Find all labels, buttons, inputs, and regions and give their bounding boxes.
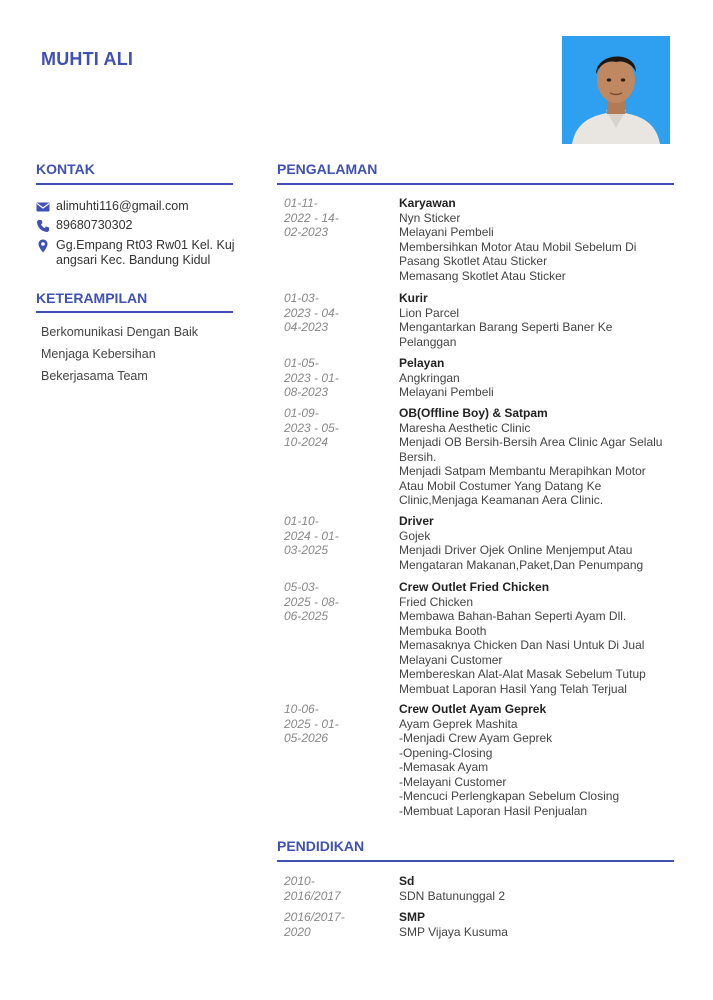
experience-details: [399, 196, 689, 283]
experience-line: Melayani Pembeli: [399, 225, 494, 239]
education-date: [284, 910, 364, 939]
date-line: 01-03-: [284, 291, 319, 305]
education-level: SMP: [399, 910, 426, 924]
experience-line: -Membuat Laporan Hasil Penjualan: [399, 803, 588, 818]
contact-address-text: [56, 238, 235, 268]
experience-line: Menjadi OB Bersih-Bersih Area Clinic Agar Selalu: [399, 435, 663, 449]
experience-line: Pasang Skotlet Atau Sticker: [399, 254, 548, 268]
date-line: 01-10-: [284, 514, 319, 528]
email-icon: [36, 200, 50, 214]
date-line: 2016/2017-: [284, 910, 345, 924]
experience-date: [284, 580, 364, 624]
date-line: 10-06-: [284, 702, 319, 716]
experience-line: Angkringan: [399, 370, 460, 385]
experience-line: Melayani Pembeli: [399, 385, 494, 399]
education-level: Sd: [399, 874, 415, 888]
experience-line: Lion Parcel: [399, 305, 460, 320]
experience-line: Fried Chicken: [399, 594, 474, 609]
profile-photo: [562, 36, 670, 144]
experience-date: [284, 406, 364, 450]
date-line: 2023 - 04-: [284, 305, 339, 320]
section-title-pendidikan: PENDIDIKAN: [277, 838, 365, 854]
experience-details: [399, 580, 689, 696]
experience-line: Maresha Aesthetic Clinic: [399, 420, 531, 435]
resume-name: MUHTI ALI: [41, 49, 134, 69]
experience-line: Memasaknya Chicken Dan Nasi Untuk Di Jual: [399, 638, 645, 652]
contact-phone-text: 89680730302: [56, 218, 133, 232]
experience-line: Menjadi Satpam Membantu Merapihkan Motor: [399, 464, 646, 478]
experience-line: Mengataran Makanan,Paket,Dan Penumpang: [399, 557, 644, 572]
experience-line: Membawa Bahan-Bahan Seperti Ayam Dll.: [399, 609, 627, 623]
skill-item: Menjaga Kebersihan: [41, 347, 156, 361]
contact-email[interactable]: [36, 199, 189, 214]
date-line: 2024 - 01-: [284, 528, 339, 543]
date-line: 2025 - 01-: [284, 716, 339, 731]
date-line: 2020: [284, 924, 311, 939]
experience-date: [284, 356, 364, 400]
experience-line: Membuka Booth: [399, 623, 487, 638]
education-date: [284, 874, 364, 903]
experience-details: [399, 356, 689, 400]
experience-line: Nyn Sticker: [399, 210, 461, 225]
date-line: 06-2025: [284, 609, 329, 623]
date-line: 2025 - 08-: [284, 594, 339, 609]
experience-line: -Menjadi Crew Ayam Geprek: [399, 731, 553, 745]
experience-details: [399, 406, 689, 508]
experience-date: [284, 702, 364, 746]
date-line: 01-09-: [284, 406, 319, 420]
contact-phone[interactable]: [36, 218, 132, 233]
section-divider: [277, 860, 674, 862]
section-divider: [277, 183, 674, 185]
experience-role: Crew Outlet Ayam Geprek: [399, 702, 547, 716]
skill-item: Bekerjasama Team: [41, 369, 148, 383]
date-line: 08-2023: [284, 385, 329, 399]
experience-line: Clinic,Menjaga Keamanan Aera Clinic.: [399, 493, 604, 507]
date-line: 2023 - 01-: [284, 370, 339, 385]
experience-line: Bersih.: [399, 449, 437, 464]
education-details: [399, 910, 689, 939]
experience-line: Membuat Laporan Hasil Yang Telah Terjual: [399, 681, 627, 696]
experience-line: Pelanggan: [399, 334, 457, 349]
experience-line: Membersihkan Motor Atau Mobil Sebelum Di: [399, 239, 637, 254]
date-line: 10-2024: [284, 435, 329, 449]
experience-details: [399, 702, 689, 818]
date-line: 02-2023: [284, 225, 329, 239]
section-divider: [36, 183, 233, 185]
section-title-pengalaman: PENGALAMAN: [277, 161, 378, 177]
section-title-kontak: KONTAK: [36, 161, 95, 177]
experience-line: Menjadi Driver Ojek Online Menjemput Atau: [399, 543, 633, 557]
experience-line: Ayam Geprek Mashita: [399, 716, 518, 731]
experience-line: -Opening-Closing: [399, 745, 493, 760]
experience-date: [284, 196, 364, 240]
date-line: 01-05-: [284, 356, 319, 370]
date-line: 2016/2017: [284, 888, 341, 903]
skill-item: Berkomunikasi Dengan Baik: [41, 325, 199, 339]
date-line: 03-2025: [284, 543, 329, 557]
experience-date: [284, 514, 364, 558]
experience-line: Mengantarkan Barang Seperti Baner Ke: [399, 320, 613, 334]
experience-line: Melayani Customer: [399, 652, 503, 667]
experience-details: [399, 514, 689, 572]
experience-line: Gojek: [399, 528, 431, 543]
section-title-keterampilan: KETERAMPILAN: [36, 290, 148, 306]
experience-line: -Mencuci Perlengkapan Sebelum Closing: [399, 789, 620, 803]
experience-line: -Memasak Ayam: [399, 760, 489, 774]
date-line: 04-2023: [284, 320, 329, 334]
experience-line: Atau Mobil Costumer Yang Datang Ke: [399, 478, 602, 493]
experience-role: OB(Offline Boy) & Satpam: [399, 406, 548, 420]
date-line: 05-2026: [284, 731, 329, 745]
experience-role: Crew Outlet Fried Chicken: [399, 580, 550, 594]
date-line: 2022 - 14-: [284, 210, 339, 225]
experience-details: [399, 291, 689, 349]
date-line: 2010-: [284, 874, 315, 888]
experience-line: Memasang Skotlet Atau Sticker: [399, 268, 566, 283]
education-school: SMP Vijaya Kusuma: [399, 924, 508, 939]
experience-line: -Melayani Customer: [399, 774, 507, 789]
experience-role: Kurir: [399, 291, 428, 305]
experience-line: Membereskan Alat-Alat Masak Sebelum Tutup: [399, 667, 646, 681]
phone-icon: [36, 219, 50, 233]
date-line: 01-11-: [284, 196, 318, 210]
experience-date: [284, 291, 364, 335]
date-line: 05-03-: [284, 580, 319, 594]
address-line: angsari Kec. Bandung Kidul: [56, 253, 211, 267]
section-divider: [36, 311, 233, 313]
education-details: [399, 874, 689, 903]
experience-role: Karyawan: [399, 196, 456, 210]
contact-email-text: alimuhti116@gmail.com: [56, 199, 189, 213]
experience-role: Driver: [399, 514, 434, 528]
date-line: 2023 - 05-: [284, 420, 339, 435]
location-pin-icon: [36, 239, 50, 253]
experience-role: Pelayan: [399, 356, 445, 370]
address-line: Gg.Empang Rt03 Rw01 Kel. Kuj: [56, 238, 235, 252]
contact-address: [36, 238, 235, 268]
education-school: SDN Batununggal 2: [399, 888, 506, 903]
